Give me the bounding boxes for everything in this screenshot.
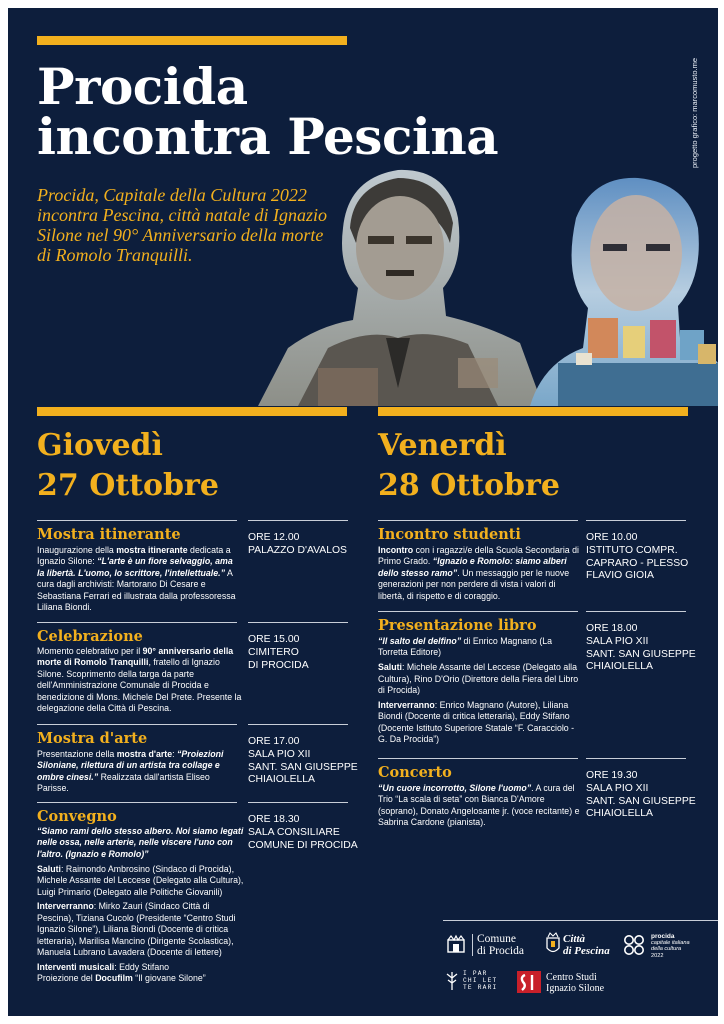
comune-procida-logo bbox=[477, 933, 524, 957]
event-description bbox=[37, 545, 242, 617]
text-run: di Enrico Magnano (La Torretta Editore) bbox=[378, 636, 553, 658]
event-place: DI PROCIDA bbox=[248, 659, 309, 671]
text-run: “Siamo rami dello stesso albero. Noi siamo legati nelle ossa, nelle arterie, nelle viscere l'uno con l'altro. (Ignazio e Romolo)” bbox=[37, 826, 244, 859]
text-run: : Mirko Zauri (Sindaco Città di Pescina), Tiziana Cucolo (Presidente “Centro Studi Ignazio Silone”), Liliana Biondi (Docente di critica letteraria), Marilisa Mancino (Dirigente Scolastica), Manuela Lubrano Lavadera (Docente di lettere) bbox=[37, 901, 236, 958]
text-run: : Enrico Magnano (Autore), Liliana Biondi (Docente di critica letteraria), Eddy Stifano (Docente Istituto Superiore Statale “F. Caracciolo - G. Da Procida”) bbox=[378, 700, 575, 745]
event-time-place bbox=[248, 736, 358, 787]
text-run: 90° anniversario della morte di Romolo Tranquilli bbox=[37, 646, 234, 668]
text-run: Saluti bbox=[37, 863, 61, 874]
poster-title bbox=[37, 57, 499, 166]
event-description bbox=[378, 545, 583, 606]
day-heading-thursday bbox=[37, 426, 219, 506]
event-place: PALAZZO D'AVALOS bbox=[248, 544, 347, 556]
day1-weekday: Giovedì bbox=[37, 428, 163, 463]
divider bbox=[248, 802, 348, 803]
day2-accent-bar bbox=[378, 407, 688, 416]
text-run: Momento celebrativo per il bbox=[37, 646, 143, 656]
poster-subtitle: Procida, Capitale della Cultura 2022 incontra Pescina, città natale di Ignazio Silone nel 90° Anniversario della morte di Romolo Tranquilli. bbox=[37, 185, 327, 265]
event-place: CHIAIOLELLA bbox=[586, 661, 653, 673]
text-run: Proiezione del bbox=[37, 973, 96, 984]
day2-date: 28 Ottobre bbox=[378, 468, 560, 503]
sponsor-logos bbox=[443, 920, 718, 1000]
logo-text: procida bbox=[651, 933, 675, 940]
text-run: mostra itinerante bbox=[116, 545, 188, 555]
day2-weekday: Venerdì bbox=[378, 428, 507, 463]
parchi-letterari-tree-icon bbox=[445, 970, 459, 992]
title-line-2: incontra Pescina bbox=[37, 107, 499, 166]
event-time: ORE 17.00 bbox=[248, 736, 300, 747]
text-run: dedicata bbox=[187, 545, 224, 555]
title-line-1: Procida bbox=[37, 57, 248, 116]
procida-capitale-logo bbox=[651, 934, 690, 959]
centro-studi-logo bbox=[546, 972, 604, 994]
text-run: “Il salto del delfino” bbox=[378, 636, 462, 646]
divider bbox=[378, 520, 578, 521]
divider bbox=[378, 611, 578, 612]
text-run: “Un cuore incorrotto, Silone l'uomo” bbox=[378, 783, 532, 793]
poster-panel bbox=[8, 8, 718, 1016]
text-run: : Raimondo Ambrosino (Sindaco di Procida), Michele Assante del Leccese (Delegato alla Cultura), Luigi Primario (Delegato alle Politiche Giovanili) bbox=[37, 863, 244, 897]
text-run: con i ragazzi/e della Scuola Secondaria di Primo Grado. bbox=[378, 545, 579, 567]
procida-2022-logo-icon bbox=[623, 934, 649, 956]
event-title: Celebrazione bbox=[37, 628, 143, 645]
centro-studi-logo-icon bbox=[516, 970, 542, 994]
logo-text: Comune bbox=[477, 933, 516, 945]
day-heading-friday bbox=[378, 426, 560, 506]
divider bbox=[248, 724, 348, 725]
procida-crest-icon bbox=[445, 934, 467, 956]
text-run: : bbox=[172, 749, 175, 759]
divider bbox=[586, 520, 686, 521]
citta-pescina-logo bbox=[563, 933, 610, 957]
text-run: , fratello di Ignazio Silone. Scoprimento della targa da parte dell'Amministrazione Comunale di Procida e benedizione di Mons. Michele Del Prete. Presente la delegazione della Città di Pescina. bbox=[37, 657, 242, 714]
divider bbox=[248, 622, 348, 623]
logos-divider bbox=[443, 920, 718, 921]
event-description bbox=[37, 749, 242, 798]
text-run: “Proiezioni Siloniane, rilettura di un artista tra collage e ombre cinesi.” bbox=[37, 749, 224, 782]
text-run: . A cura del Trio “La scala di seta” con Bianca D'Amore (soprano), Donato Angelosante jr. (voce recitante) e Sabrina Cardone (pianista). bbox=[378, 783, 580, 828]
event-place: CIMITERO bbox=[248, 646, 299, 658]
text-run: : Michele Assante del Leccese (Delegato alla Cultura), Rino D'Orio (Direttore della Fiera del Libro di Procida) bbox=[378, 662, 579, 696]
event-title: Incontro studenti bbox=[378, 526, 521, 543]
event-description bbox=[37, 826, 245, 985]
event-place: SALA CONSILIARE bbox=[248, 826, 340, 838]
text-run: Realizzata dall'artista Eliseo Parisse. bbox=[37, 771, 210, 794]
event-place: FLAVIO GIOIA bbox=[586, 570, 654, 582]
event-description bbox=[378, 636, 583, 749]
event-time: ORE 10.00 bbox=[586, 532, 638, 543]
divider bbox=[37, 622, 237, 623]
text-run: Presentazione della bbox=[37, 749, 117, 759]
text-run: : Eddy Stifano bbox=[114, 961, 170, 972]
logo-text: della cultura bbox=[651, 946, 682, 953]
text-run: Docufilm bbox=[95, 973, 133, 984]
event-place: SALA PIO XII bbox=[248, 748, 311, 760]
text-run: Inaugurazione della bbox=[37, 545, 117, 555]
divider bbox=[37, 520, 237, 521]
event-time: ORE 18.30 bbox=[248, 814, 300, 825]
event-time-place bbox=[248, 532, 347, 558]
text-run: mostra d'arte bbox=[116, 749, 173, 759]
event-place: SANT. SAN GIUSEPPE bbox=[586, 795, 696, 807]
text-run: Interverranno bbox=[37, 901, 94, 912]
pescina-crest-icon bbox=[545, 932, 561, 956]
day1-accent-bar bbox=[37, 407, 347, 416]
event-place: ISTITUTO COMPR. bbox=[586, 544, 678, 556]
event-time-place bbox=[248, 634, 309, 672]
logo-text: di Procida bbox=[477, 945, 524, 957]
logo-text: capitale italiana bbox=[651, 940, 690, 947]
divider bbox=[37, 724, 237, 725]
text-run: a Ignazio Silone: bbox=[37, 545, 231, 567]
top-accent-bar bbox=[37, 36, 347, 45]
divider bbox=[37, 802, 237, 803]
event-place: CAPRARO - PLESSO bbox=[586, 557, 689, 569]
text-run: “L'arte è un fiore selvaggio, ama la libertà. L'uomo, lo scrittore, l'intellettuale.” bbox=[37, 556, 233, 578]
logo-text: Ignazio Silone bbox=[546, 983, 605, 994]
event-place: CHIAIOLELLA bbox=[248, 774, 315, 786]
event-time: ORE 19.30 bbox=[586, 770, 638, 781]
event-time-place bbox=[248, 814, 358, 852]
design-credit: progetto grafico: marcomusto.me bbox=[690, 57, 699, 168]
logo-text: di Pescina bbox=[563, 945, 610, 957]
event-place: SANT. SAN GIUSEPPE bbox=[248, 761, 358, 773]
event-place: CHIAIOLELLA bbox=[586, 808, 653, 820]
event-place: SANT. SAN GIUSEPPE bbox=[586, 648, 696, 660]
event-time-place bbox=[586, 770, 696, 821]
event-title: Mostra d'arte bbox=[37, 730, 148, 747]
parchi-letterari-logo: I PAR CHI LET TE RARI bbox=[463, 970, 498, 991]
logo-text: Città bbox=[563, 933, 586, 945]
event-time: ORE 12.00 bbox=[248, 532, 300, 543]
event-time: ORE 18.00 bbox=[586, 623, 638, 634]
event-time: ORE 15.00 bbox=[248, 634, 300, 645]
text-run: Interventi musicali bbox=[37, 961, 115, 972]
text-run: “Il giovane Silone” bbox=[132, 973, 206, 984]
text-run: Interverranno bbox=[378, 700, 435, 711]
logo-separator bbox=[472, 934, 473, 956]
event-title: Presentazione libro bbox=[378, 617, 537, 634]
text-run: . Un messaggio per le nuove generazioni per non perdere di vista i valori di libertà, di rispetto e di coraggio. bbox=[378, 567, 570, 601]
event-title: Mostra itinerante bbox=[37, 526, 181, 543]
text-run: A cura dagli archivisti: Martorano Di Cesare e Sebastiana Ferrari ed illustrata dalla professoressa Liliana Biondi. bbox=[37, 567, 236, 613]
divider bbox=[378, 758, 578, 759]
logo-text: 2022 bbox=[651, 952, 664, 959]
portrait-romolo bbox=[530, 178, 718, 406]
day1-date: 27 Ottobre bbox=[37, 468, 219, 503]
divider bbox=[586, 758, 686, 759]
event-title: Concerto bbox=[378, 764, 452, 781]
text-run: Incontro bbox=[378, 545, 414, 555]
event-time-place bbox=[586, 623, 696, 674]
event-title: Convegno bbox=[37, 808, 117, 825]
text-run: “Ignazio e Romolo: siamo alberi dello stesso ramo” bbox=[378, 556, 567, 578]
event-description bbox=[37, 646, 242, 718]
text-run: Saluti bbox=[378, 662, 402, 673]
event-description bbox=[378, 783, 583, 832]
event-place: SALA PIO XII bbox=[586, 635, 649, 647]
logo-text: Centro Studi bbox=[546, 972, 597, 983]
event-place: SALA PIO XII bbox=[586, 782, 649, 794]
event-place: COMUNE DI PROCIDA bbox=[248, 839, 358, 851]
divider bbox=[248, 520, 348, 521]
event-time-place bbox=[586, 532, 688, 583]
divider bbox=[586, 611, 686, 612]
